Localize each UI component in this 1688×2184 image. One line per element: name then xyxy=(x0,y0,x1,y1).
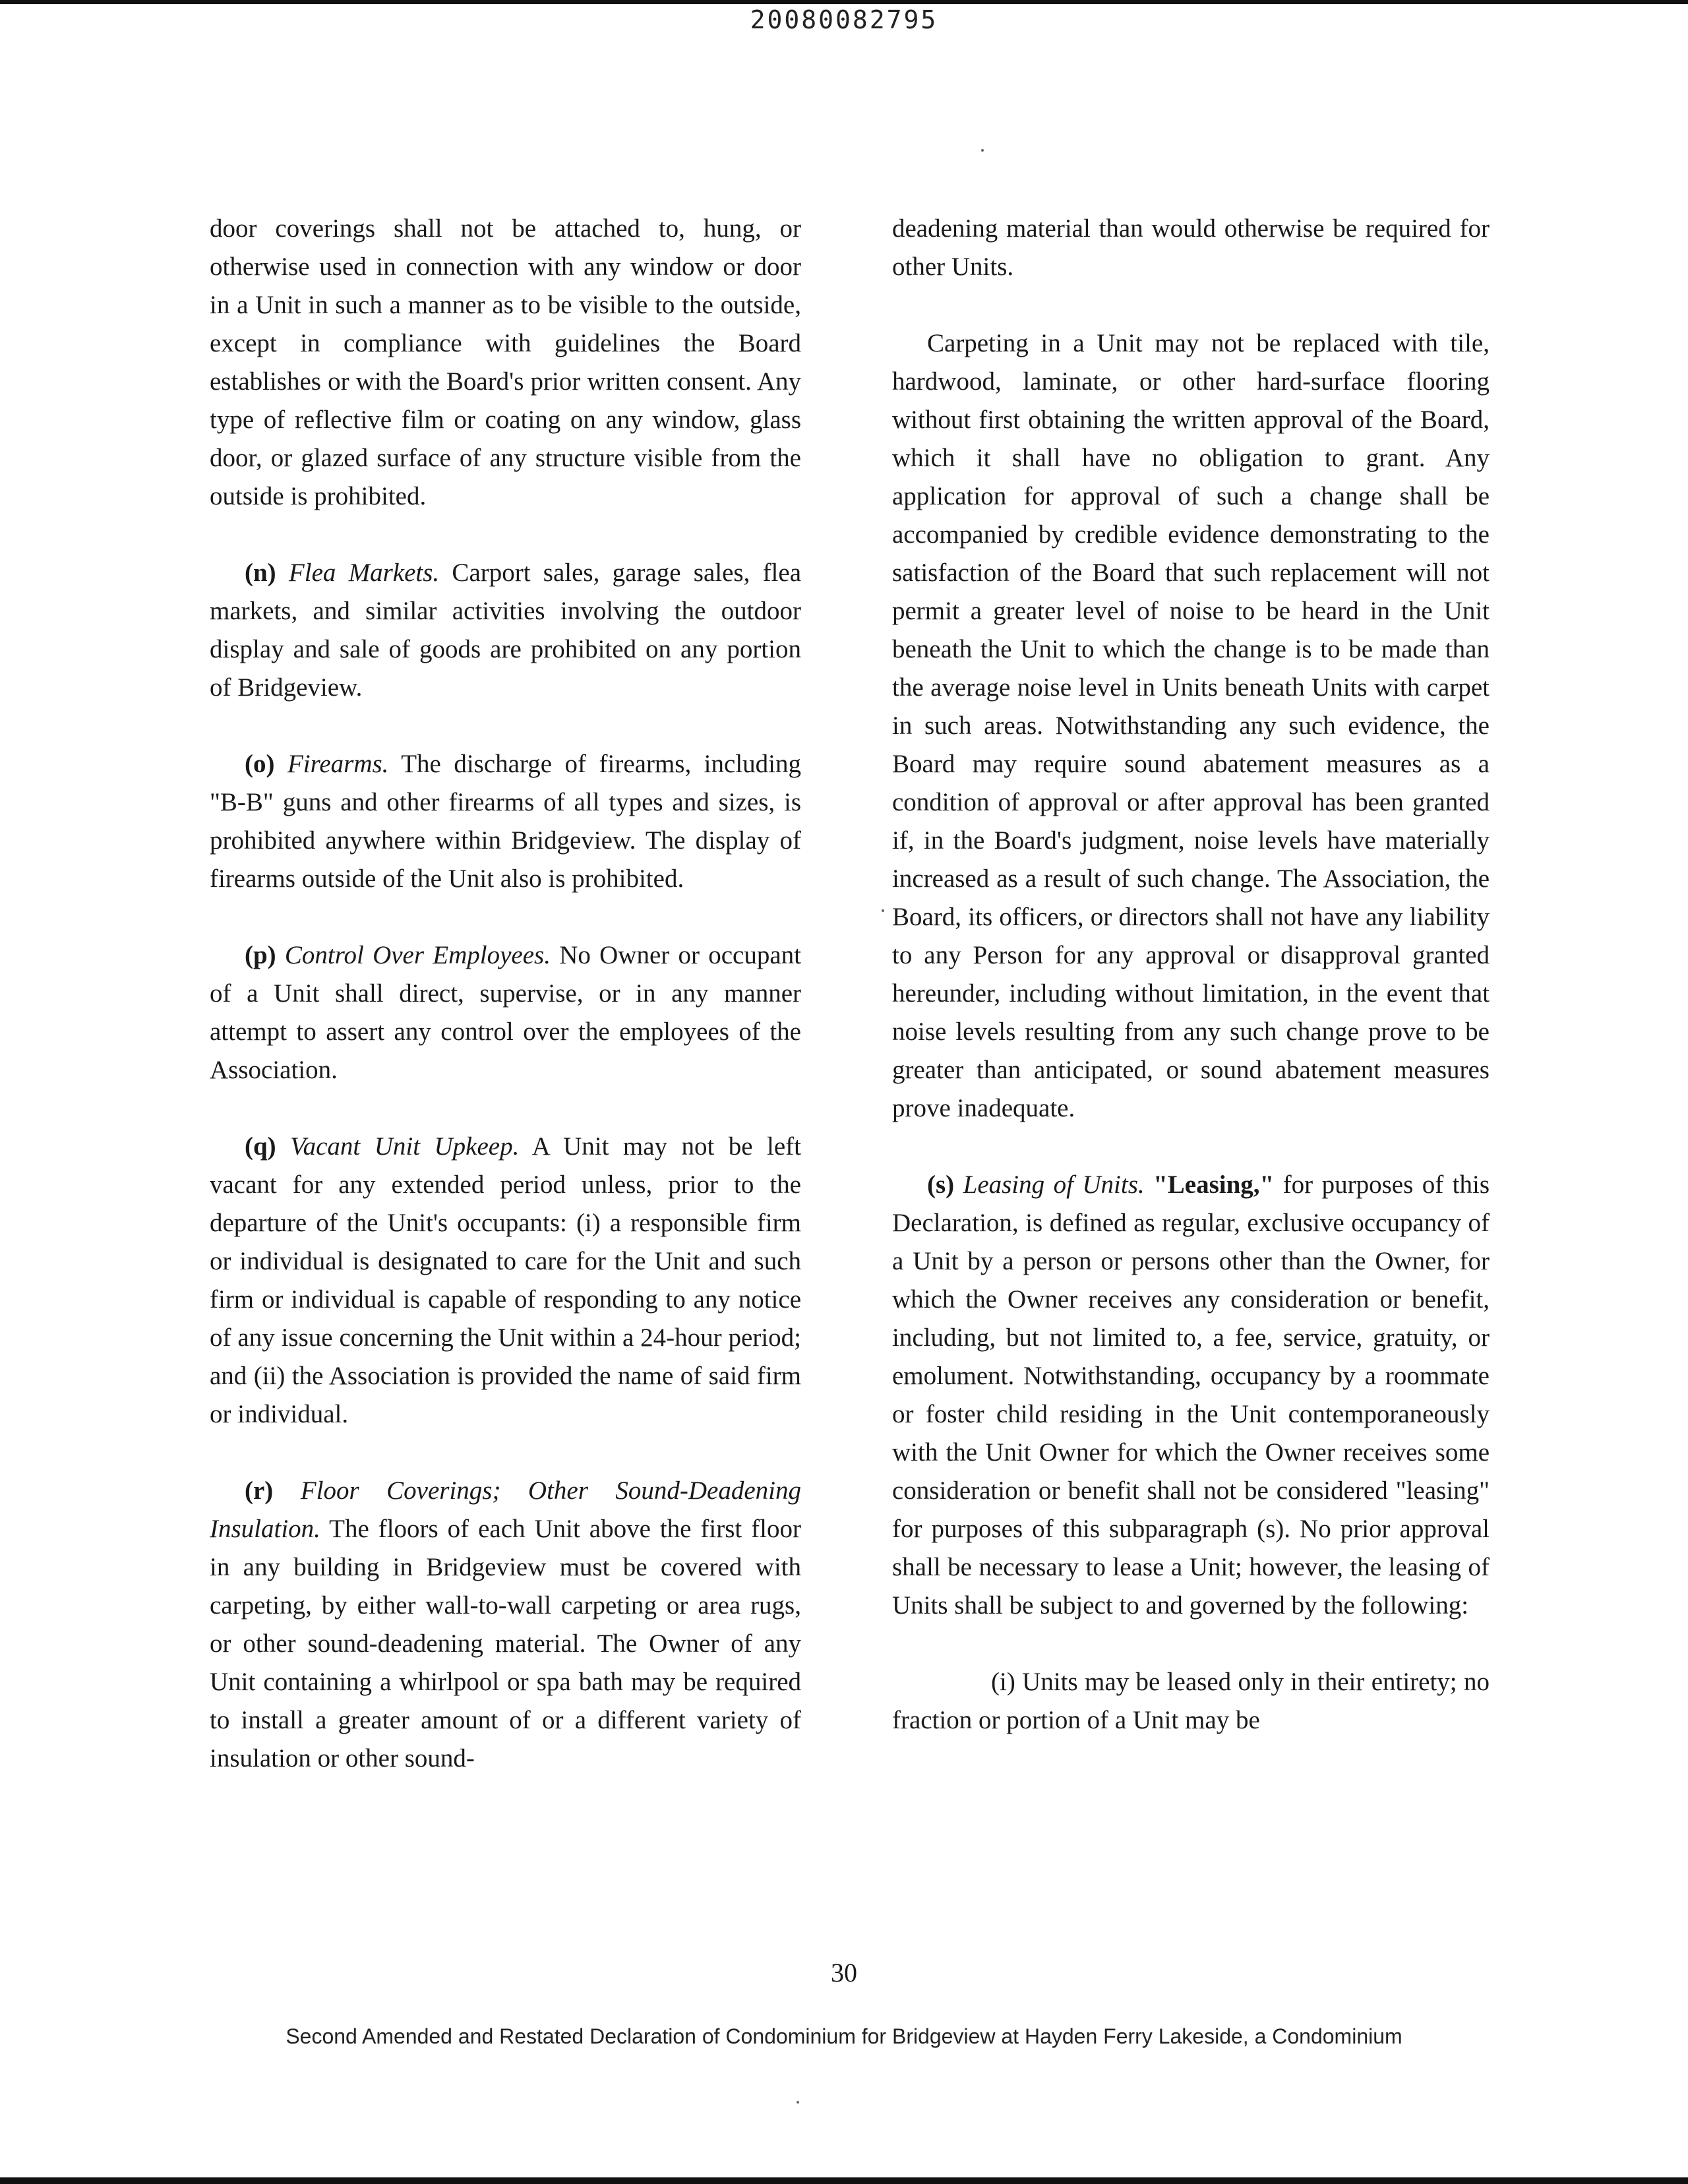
section-n-text: Carport sales, garage sales, flea markets, and similar activities involving the outdoor display and sale of goods are prohibited on any portion of Bridgeview. xyxy=(210,559,802,702)
section-o-letter: (o) xyxy=(245,750,275,778)
paragraph-continuation: door coverings shall not be attached to, hung, or otherwise used in connection with any window or door in a Unit in such a manner as to be visible to the outside, except in compliance with guidelines the Board establishes or with the Board's prior written consent. Any type of reflective film or coating on any window, glass door, or glazed surface of any structure visible from the outside is prohibited. xyxy=(210,214,801,510)
bottom-scan-border xyxy=(0,2177,1688,2184)
section-s-letter: (s) xyxy=(927,1170,955,1199)
section-r-letter: (r) xyxy=(245,1476,274,1505)
section-p-text: No Owner or occupant of a Unit shall direct, supervise, or in any manner attempt to assert any control over the employees of the Association. xyxy=(210,941,801,1084)
left-column xyxy=(210,210,801,1816)
section-r xyxy=(210,1472,801,1778)
section-q-letter: (q) xyxy=(245,1132,276,1161)
subsection-i xyxy=(892,1663,1490,1740)
section-n xyxy=(210,554,801,707)
section-s xyxy=(892,1166,1490,1625)
carpeting-paragraph: Carpeting in a Unit may not be replaced with tile, hardwood, laminate, or other hard-surface flooring without first obtaining the written approval of the Board, which it shall have no obligation to grant. Any application for approval of such a change shall be accompanied by credible evidence demonstrating to the satisfaction of the Board that such replacement will not permit a greater level of noise to be heard in the Unit beneath the Unit to which the change is to be made than the average noise level in Units beneath Units with carpet in such areas. Notwithstanding any such evidence, the Board may require sound abatement measures as a condition of approval or after approval has been granted if, in the Board's judgment, noise levels have materially increased as a result of such change. The Association, the Board, its officers, or directors shall not have any liability to any Person for any approval or disapproval granted hereunder, including without limitation, in the event that noise levels resulting from any such change prove to be greater than anticipated, or sound abatement measures prove inadequate. xyxy=(892,329,1490,1122)
section-o xyxy=(210,745,801,898)
section-o-text: The discharge of firearms, including "B-B" guns and other firearms of all types and sizes, is prohibited anywhere within Bridgeview. The display of firearms outside of the Unit also is prohibited. xyxy=(210,750,801,893)
document-number: 20080082795 xyxy=(750,5,938,34)
scan-speck xyxy=(882,909,884,912)
section-s-text: for purposes of this Declaration, is defined as regular, exclusive occupancy of a Unit by a person or persons other than the Owner, for which the Owner receives any consideration or benefit, including, but not limited to, a fee, service, gratuity, or emolument. Notwithstanding, occupancy by a roommate or foster child residing in the Unit contemporaneously with the Unit Owner for which the Owner receives some consideration or benefit shall not be considered "leasing" for purposes of this subparagraph (s). No prior approval shall be necessary to lease a Unit; however, the leasing of Units shall be subject to and governed by the following: xyxy=(892,1170,1490,1620)
section-n-title: Flea Markets. xyxy=(288,559,440,587)
section-r-title: Floor Coverings; Other Sound-Deadening Insulation. xyxy=(210,1476,802,1543)
page-number: 30 xyxy=(831,1958,857,1987)
footer-title: Second Amended and Restated Declaration of Condominium for Bridgeview at Hayden Ferry Lakeside, a Condominium xyxy=(286,2024,1402,2048)
section-q xyxy=(210,1128,801,1434)
scan-speck xyxy=(981,149,984,152)
section-p xyxy=(210,936,801,1089)
section-o-title: Firearms. xyxy=(287,750,389,778)
subsection-i-text: Units may be leased only in their entirety; no fraction or portion of a Unit may be xyxy=(892,1668,1490,1734)
top-scan-border xyxy=(0,0,1688,4)
section-s-term: "Leasing," xyxy=(1153,1170,1275,1199)
section-n-letter: (n) xyxy=(245,559,276,587)
section-q-text: A Unit may not be left vacant for any extended period unless, prior to the departure of the Unit's occupants: (i) a responsible firm or individual is designated to care for the Unit and such firm or individual is capable of responding to any notice of any issue concerning the Unit within a 24-hour period; and (ii) the Association is provided the name of said firm or individual. xyxy=(210,1132,802,1428)
scan-speck xyxy=(797,2101,799,2104)
paragraph-continuation-right: deadening material than would otherwise be required for other Units. xyxy=(892,214,1490,281)
section-r-text: The floors of each Unit above the first floor in any building in Bridgeview must be covered with carpeting, by either wall-to-wall carpeting or area rugs, or other sound-deadening material. The Owner of any Unit containing a whirlpool or spa bath may be required to install a greater amount of or a different variety of insulation or other sound- xyxy=(210,1515,801,1773)
section-p-title: Control Over Employees. xyxy=(284,941,551,969)
subsection-i-num: (i) xyxy=(991,1668,1015,1696)
section-q-title: Vacant Unit Upkeep. xyxy=(290,1132,520,1161)
right-column xyxy=(892,210,1490,1778)
section-p-letter: (p) xyxy=(245,941,276,969)
section-s-title: Leasing of Units. xyxy=(963,1170,1145,1199)
